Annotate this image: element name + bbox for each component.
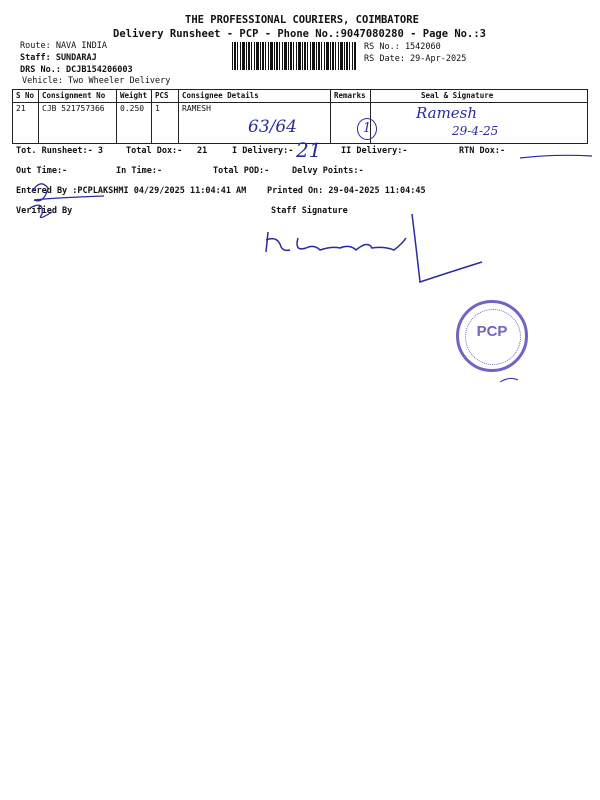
rs-date: RS Date: 29-Apr-2025	[364, 54, 467, 64]
total-pod-label: Total POD:-	[213, 166, 270, 176]
stamp-text: PCP	[476, 323, 508, 340]
col-header-seal: Seal & Signature	[371, 90, 588, 103]
company-stamp	[456, 300, 528, 372]
staff-signature-scribble	[266, 214, 482, 282]
col-header-remarks: Remarks	[331, 90, 371, 103]
delvy-points-label: Delvy Points:-	[292, 166, 364, 176]
i-delivery-label: I Delivery:-	[232, 146, 294, 156]
cell-consignee: RAMESH	[179, 103, 331, 144]
col-header-weight: Weight	[117, 90, 152, 103]
route-label: Route: NAVA INDIA	[20, 41, 107, 51]
cell-weight: 0.250	[117, 103, 152, 144]
tot-runsheet: Tot. Runsheet:- 3	[16, 146, 103, 156]
handwritten-i-delivery: 21	[296, 138, 322, 162]
entered-by: Entered By :PCPLAKSHMI 04/29/2025 11:04:41 AM	[16, 186, 247, 196]
col-header-sno: S No	[13, 90, 39, 103]
company-title: THE PROFESSIONAL COURIERS, COIMBATORE	[185, 14, 419, 26]
runsheet-title: Delivery Runsheet - PCP - Phone No.:9047080280 - Page No.:3	[113, 28, 486, 40]
handwritten-seal-name: Ramesh	[416, 104, 478, 122]
handwritten-remarks-circle: 1	[357, 118, 377, 140]
drs-number: DRS No.: DCJB154206003	[20, 65, 133, 75]
in-time-label: In Time:-	[116, 166, 163, 176]
entered-by-initials	[32, 184, 104, 201]
cell-consignment: CJB 521757366	[39, 103, 117, 144]
cell-pcs: 1	[152, 103, 179, 144]
ii-delivery-label: II Delivery:-	[341, 146, 408, 156]
verified-by-label: Verified By	[16, 206, 73, 216]
col-header-pcs: PCS	[152, 90, 179, 103]
out-time-label: Out Time:-	[16, 166, 68, 176]
total-dox-label: Total Dox:-	[126, 146, 183, 156]
staff-label: Staff: SUNDARAJ	[20, 53, 97, 63]
handwritten-seal-date: 29-4-25	[452, 124, 499, 138]
vehicle-label: Vehicle: Two Wheeler Delivery	[22, 76, 171, 86]
handwritten-consignee-note: 63/64	[248, 117, 297, 137]
rtn-dox-label: RTN Dox:-	[459, 146, 506, 156]
rtn-dox-line	[520, 155, 592, 158]
col-header-consignment: Consignment No	[39, 90, 117, 103]
rs-number: RS No.: 1542060	[364, 42, 441, 52]
staff-signature-label: Staff Signature	[271, 206, 348, 216]
printed-on: Printed On: 29-04-2025 11:04:45	[267, 186, 426, 196]
total-dox-value: 21	[197, 146, 208, 156]
cell-sno: 21	[13, 103, 39, 144]
stamp-mark	[500, 378, 518, 382]
col-header-consignee: Consignee Details	[179, 90, 331, 103]
verified-by-initials	[30, 205, 52, 217]
